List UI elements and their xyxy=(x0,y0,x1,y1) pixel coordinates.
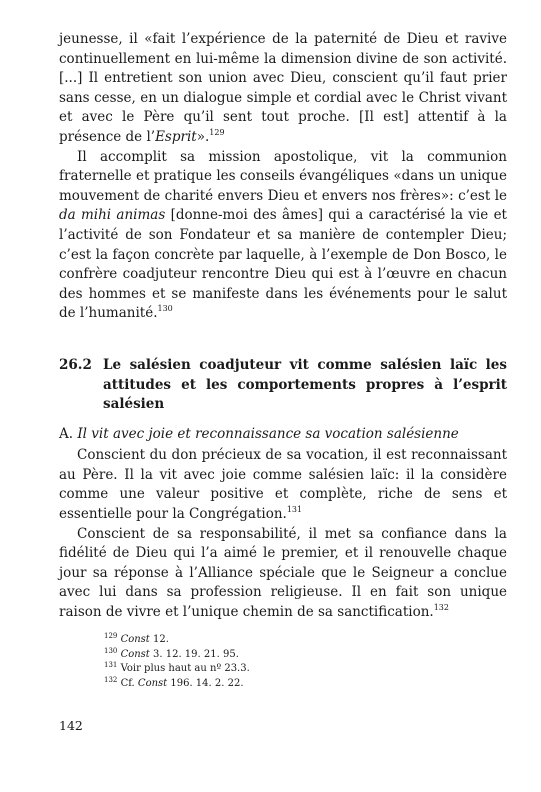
page-number: 142 xyxy=(59,718,83,733)
footnote-131: $^{131}$ Voir plus haut au nº 23.3. xyxy=(104,661,250,674)
footnote-ref-129: 129 xyxy=(209,127,225,137)
section-heading xyxy=(59,356,507,415)
footnote-ref-130: 130 xyxy=(157,304,173,314)
section-title: Le salésien coadjuteur vit comme salésien laïc les attitudes et les comportements propres à l’esprit salésien xyxy=(103,356,507,413)
footnote-130: $^{130}$ Const 3. 12. 19. 21. 95. xyxy=(104,646,239,660)
subsection-heading xyxy=(59,425,507,445)
paragraph-responsabilite: Conscient de sa responsabilité, il met sa confiance dans la fidélité de Dieu qui l’a aimé le premier, et il renouvelle chaque jour sa réponse à l’Alliance spéciale que le Seigneur a conclue avec lui dans sa profession religieuse. Il en fait son unique raison de vivre et l’unique chemin de sa sanctification.$^{132}$ xyxy=(59,525,507,621)
footnote-132: $^{132}$ Cf. Const 196. 14. 2. 22. xyxy=(104,675,244,689)
footnotes xyxy=(104,633,404,691)
footnote-ref-132: 132 xyxy=(433,603,449,613)
paragraph-vocation: Conscient du don précieux de sa vocation, il est reconnaissant au Père. Il la vit avec joie comme salésien laïc: il la considère comme une valeur positive et complète, riche de sens et essentielle pour la Congrégation.$^{131}$ xyxy=(59,447,507,523)
footnote-129: $^{129}$ Const 12. xyxy=(104,632,169,645)
paragraph-mission: Il accomplit sa mission apostolique, vit la communion fraternelle et pratique les conseils évangéliques «dans un unique mouvement de charité envers Dieu et envers nos frères»: c’est le da mihi animas [donne-moi des âmes] qui a caractérisé la vie et l’activité de son Fondateur et sa manière de contempler Dieu; c’est la façon concrète par laquelle, à l’exemple de Don Bosco, le confrère coadjuteur rencontre Dieu qui est à l’œuvre en chacun des hommes et se manifeste dans les événements pour le salut de l’humanité.$^{130}$ xyxy=(59,148,507,322)
footnote-ref-131: 131 xyxy=(286,505,303,515)
section-number: 26.2 xyxy=(59,356,92,373)
subsection-title: Il vit avec joie et reconnaissance sa vocation salésienne xyxy=(77,425,459,442)
page-body xyxy=(59,30,507,623)
paragraph-continuation: jeunesse, il «fait l’expérience de la paternité de Dieu et ravive continuellement en lui-même la dimension divine de son activité. [...] Il entretient son union avec Dieu, conscient qu’il faut prier sans cesse, en un dialogue simple et cordial avec le Christ vivant et avec le Père qu’il sent tout proche. [Il est] attentif à la présence de l’Esprit».$^{129}$ xyxy=(59,31,507,145)
subsection-letter: A. xyxy=(59,425,74,442)
